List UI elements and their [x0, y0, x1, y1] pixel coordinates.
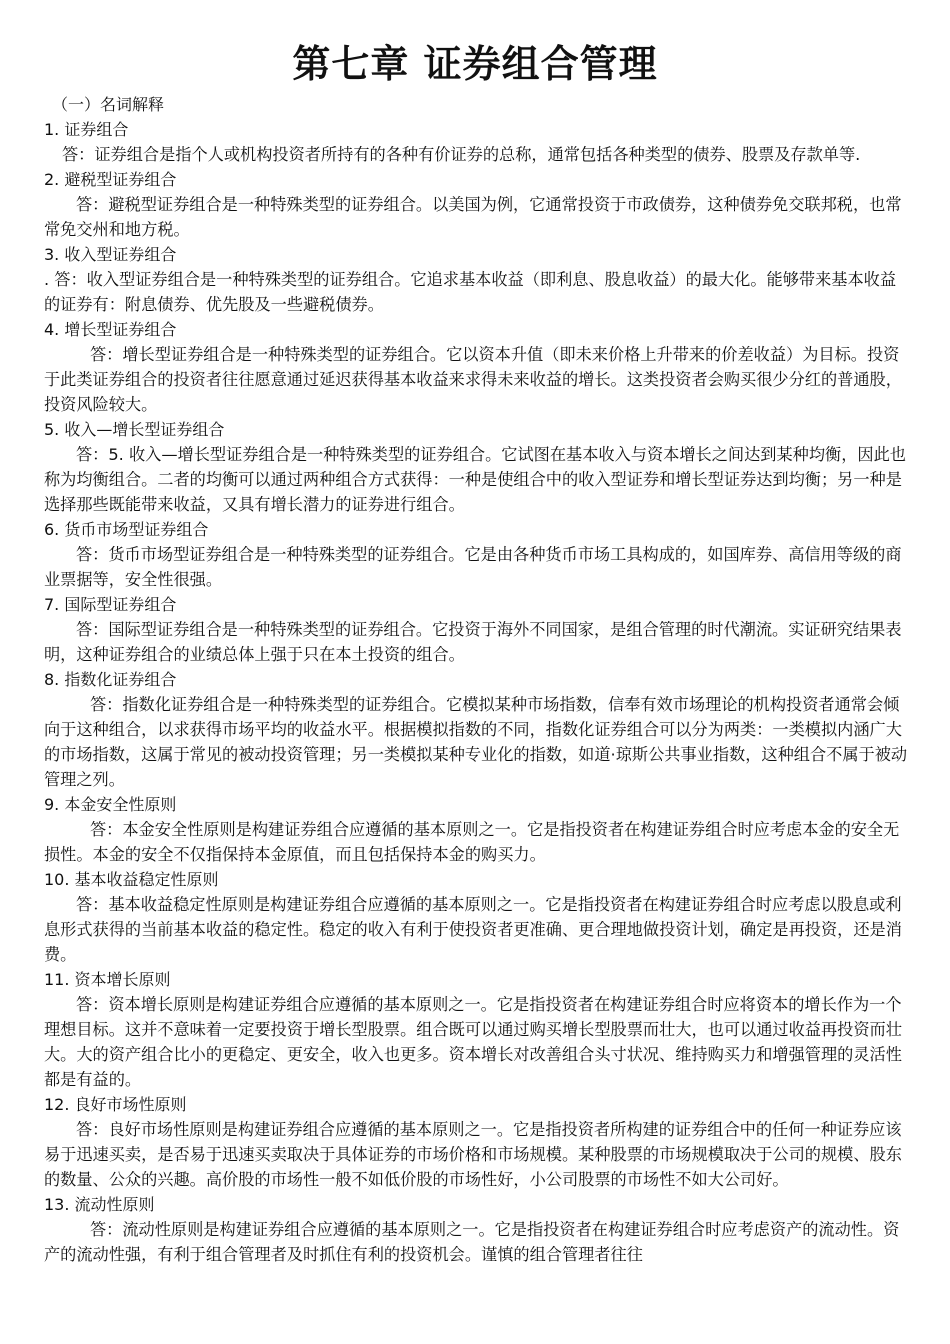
term-answer: 答：5. 收入—增长型证券组合是一种特殊类型的证券组合。它试图在基本收入与资本增长之间达到某种均衡，因此也称为均衡组合。二者的均衡可以通过两种组合方式获得：一种是使组合中的收入型证券和增长型证券达到均衡；另一种是选择那些既能带来收益，又具有增长潜力的证券进行组合。 [44, 445, 906, 514]
term-heading: 1. 证券组合 [44, 120, 129, 139]
term-heading: 6. 货币市场型证券组合 [44, 520, 209, 539]
term-answer: 答：增长型证券组合是一种特殊类型的证券组合。它以资本升值（即未来价格上升带来的价差收益）为目标。投资于此类证券组合的投资者往往愿意通过延迟获得基本收益来求得未来收益的增长。这类投资者会购买很少分红的普通股，投资风险较大。 [44, 345, 902, 414]
chapter-title: 第七章 证券组合管理 [292, 42, 658, 86]
term-heading: 10. 基本收益稳定性原则 [44, 870, 219, 889]
term-answer: 答：资本增长原则是构建证券组合应遵循的基本原则之一。它是指投资者在构建证券组合时应将资本的增长作为一个理想目标。这并不意味着一定要投资于增长型股票。组合既可以通过购买增长型股票而壮大，也可以通过收益再投资而壮大。大的资产组合比小的更稳定、更安全，收入也更多。资本增长对改善组合头寸状况、维持购买力和增强管理的灵活性都是有益的。 [44, 995, 902, 1089]
term-answer: 答：证券组合是指个人或机构投资者所持有的各种有价证券的总称，通常包括各种类型的债券、股票及存款单等. [62, 145, 861, 164]
glossary-entry [44, 867, 912, 967]
term-heading: 3. 收入型证券组合 [44, 245, 177, 264]
section-heading: （一）名词解释 [52, 95, 165, 114]
term-heading: 12. 良好市场性原则 [44, 1095, 187, 1114]
glossary-entry [44, 592, 912, 667]
term-answer: 答：良好市场性原则是构建证券组合应遵循的基本原则之一。它是指投资者所构建的证券组合中的任何一种证券应该易于迅速买卖，是否易于迅速买卖取决于具体证券的市场价格和市场规模。某种股票的市场规模取决于公司的规模、股东的数量、公众的兴趣。高价股的市场性一般不如低价股的市场性好，小公司股票的市场性不如大公司好。 [44, 1120, 902, 1189]
glossary-entry [44, 792, 912, 867]
glossary-entry [44, 517, 912, 592]
term-heading: 11. 资本增长原则 [44, 970, 171, 989]
glossary-entry [44, 967, 912, 1092]
term-heading: 4. 增长型证券组合 [44, 320, 177, 339]
term-answer: 答：流动性原则是构建证券组合应遵循的基本原则之一。它是指投资者在构建证券组合时应考虑资产的流动性。资产的流动性强，有利于组合管理者及时抓住有利的投资机会。谨慎的组合管理者往往 [44, 1220, 900, 1264]
term-heading: 5. 收入—增长型证券组合 [44, 420, 225, 439]
term-answer: 答：指数化证券组合是一种特殊类型的证券组合。它模拟某种市场指数，信奉有效市场理论的机构投资者通常会倾向于这种组合，以求获得市场平均的收益水平。根据模拟指数的不同，指数化证券组合可以分为两类：一类模拟内涵广大的市场指数，这属于常见的被动投资管理；另一类模拟某种专业化的指数，如道·琼斯公共事业指数，这种组合不属于被动管理之列。 [44, 695, 908, 789]
term-heading: 13. 流动性原则 [44, 1195, 155, 1214]
glossary-entry [44, 242, 912, 317]
glossary-entry [44, 167, 912, 242]
term-answer: 答：避税型证券组合是一种特殊类型的证券组合。以美国为例，它通常投资于市政债券，这种债券免交联邦税，也常常免交州和地方税。 [44, 195, 902, 239]
term-answer: . 答：收入型证券组合是一种特殊类型的证券组合。它追求基本收益（即利息、股息收益）的最大化。能够带来基本收益的证券有：附息债券、优先股及一些避税债券。 [44, 270, 897, 314]
term-heading: 9. 本金安全性原则 [44, 795, 177, 814]
term-heading: 8. 指数化证券组合 [44, 670, 177, 689]
glossary-entry [44, 117, 912, 167]
term-answer: 答：国际型证券组合是一种特殊类型的证券组合。它投资于海外不同国家，是组合管理的时代潮流。实证研究结果表明，这种证券组合的业绩总体上强于只在本土投资的组合。 [44, 620, 902, 664]
term-answer: 答：货币市场型证券组合是一种特殊类型的证券组合。它是由各种货币市场工具构成的，如国库券、高信用等级的商业票据等，安全性很强。 [44, 545, 902, 589]
glossary-entry [44, 1192, 912, 1267]
glossary-entry [44, 667, 912, 792]
document-body [0, 92, 950, 1267]
term-answer: 答：本金安全性原则是构建证券组合应遵循的基本原则之一。它是指投资者在构建证券组合时应考虑本金的安全无损性。本金的安全不仅指保持本金原值，而且包括保持本金的购买力。 [44, 820, 900, 864]
term-heading: 2. 避税型证券组合 [44, 170, 177, 189]
glossary-entry [44, 317, 912, 417]
glossary-entry [44, 1092, 912, 1192]
glossary-entry [44, 417, 912, 517]
term-heading: 7. 国际型证券组合 [44, 595, 177, 614]
term-answer: 答：基本收益稳定性原则是构建证券组合应遵循的基本原则之一。它是指投资者在构建证券组合时应考虑以股息或利息形式获得的当前基本收益的稳定性。稳定的收入有利于使投资者更准确、更合理地做投资计划，确定是再投资，还是消费。 [44, 895, 902, 964]
